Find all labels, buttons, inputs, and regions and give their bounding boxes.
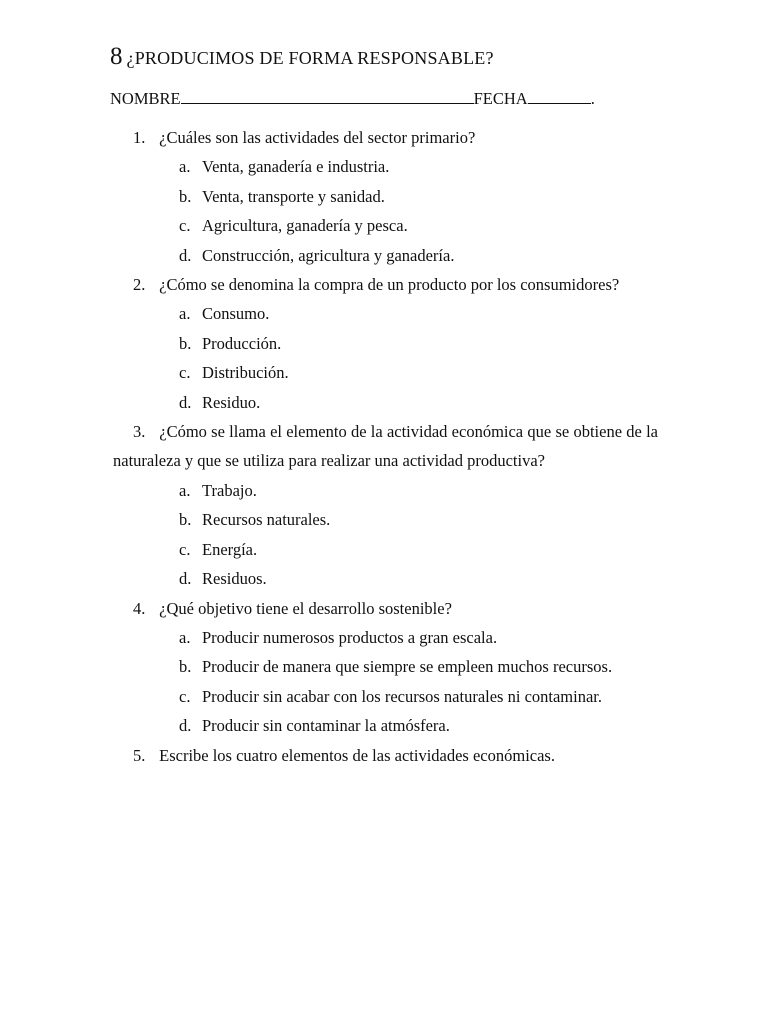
question-text [113, 123, 658, 152]
option-item [179, 505, 658, 534]
unit-number: 8 [110, 43, 123, 70]
question-number: 3. [133, 422, 146, 442]
date-label: FECHA [473, 89, 528, 108]
option-text: Recursos naturales. [202, 510, 331, 530]
question-body: ¿Cómo se denomina la compra de un producto por los consumidores? [159, 275, 620, 295]
question-text [113, 741, 658, 770]
option-letter: b. [179, 510, 192, 530]
option-text: Trabajo. [202, 480, 257, 500]
option-text: Residuos. [202, 569, 267, 589]
option-item [179, 211, 658, 240]
option-letter: c. [179, 363, 191, 383]
option-text: Energía. [202, 539, 258, 559]
option-item [179, 652, 658, 681]
option-text: Producir sin acabar con los recursos naturales ni contaminar. [202, 686, 602, 706]
question-text [113, 594, 658, 623]
option-list [113, 623, 658, 741]
option-item [179, 711, 658, 740]
option-text: Consumo. [202, 304, 270, 324]
question-item [113, 270, 658, 417]
option-text: Agricultura, ganadería y pesca. [202, 216, 408, 236]
option-letter: b. [179, 657, 192, 677]
option-item [179, 241, 658, 270]
option-letter: d. [179, 245, 192, 265]
question-body: ¿Cómo se llama el elemento de la actividad económica que se obtiene de la naturaleza y que se utiliza para realizar una actividad productiva? [113, 422, 658, 471]
option-letter: d. [179, 392, 192, 412]
option-item [179, 329, 658, 358]
question-item [113, 417, 658, 593]
question-number: 5. [133, 745, 146, 765]
option-letter: d. [179, 569, 192, 589]
option-text: Producir numerosos productos a gran escala. [202, 627, 498, 647]
option-letter: a. [179, 157, 191, 177]
option-text: Venta, ganadería e industria. [202, 157, 390, 177]
option-letter: a. [179, 304, 191, 324]
option-letter: c. [179, 686, 191, 706]
option-text: Distribución. [202, 363, 289, 383]
name-date-line [110, 87, 595, 109]
question-item [113, 594, 658, 741]
option-letter: a. [179, 480, 191, 500]
option-letter: d. [179, 716, 192, 736]
date-end: . [590, 89, 595, 108]
question-body: ¿Qué objetivo tiene el desarrollo sostenible? [159, 598, 452, 618]
question-list [113, 123, 658, 770]
name-label: NOMBRE [110, 89, 181, 108]
option-letter: c. [179, 216, 191, 236]
option-text: Venta, transporte y sanidad. [202, 186, 385, 206]
option-text: Residuo. [202, 392, 261, 412]
question-number: 4. [133, 598, 146, 618]
name-blank[interactable] [181, 87, 474, 104]
option-item [179, 535, 658, 564]
option-letter: b. [179, 186, 192, 206]
question-item [113, 741, 658, 770]
option-text: Producción. [202, 333, 282, 353]
option-list [113, 299, 658, 417]
option-item [179, 476, 658, 505]
date-blank[interactable] [528, 87, 591, 104]
question-text [113, 417, 658, 476]
option-item [179, 682, 658, 711]
option-item [179, 564, 658, 593]
option-letter: a. [179, 627, 191, 647]
option-item [179, 388, 658, 417]
option-text: Construcción, agricultura y ganadería. [202, 245, 455, 265]
option-item [179, 182, 658, 211]
option-item [179, 358, 658, 387]
option-item [179, 623, 658, 652]
question-item [113, 123, 658, 270]
option-letter: c. [179, 539, 191, 559]
question-body: ¿Cuáles son las actividades del sector primario? [159, 128, 476, 147]
question-number: 1. [133, 128, 146, 147]
question-number: 2. [133, 275, 146, 295]
option-text: Producir sin contaminar la atmósfera. [202, 716, 450, 736]
page-title [110, 44, 494, 69]
question-body: Escribe los cuatro elementos de las actividades económicas. [159, 745, 555, 765]
option-letter: b. [179, 333, 192, 353]
option-item [179, 299, 658, 328]
option-text: Producir de manera que siempre se empleen muchos recursos. [202, 657, 613, 677]
question-text [113, 270, 658, 299]
option-item [179, 152, 658, 181]
option-list [113, 476, 658, 594]
option-list [113, 152, 658, 270]
title-text: ¿PRODUCIMOS DE FORMA RESPONSABLE? [126, 48, 494, 68]
